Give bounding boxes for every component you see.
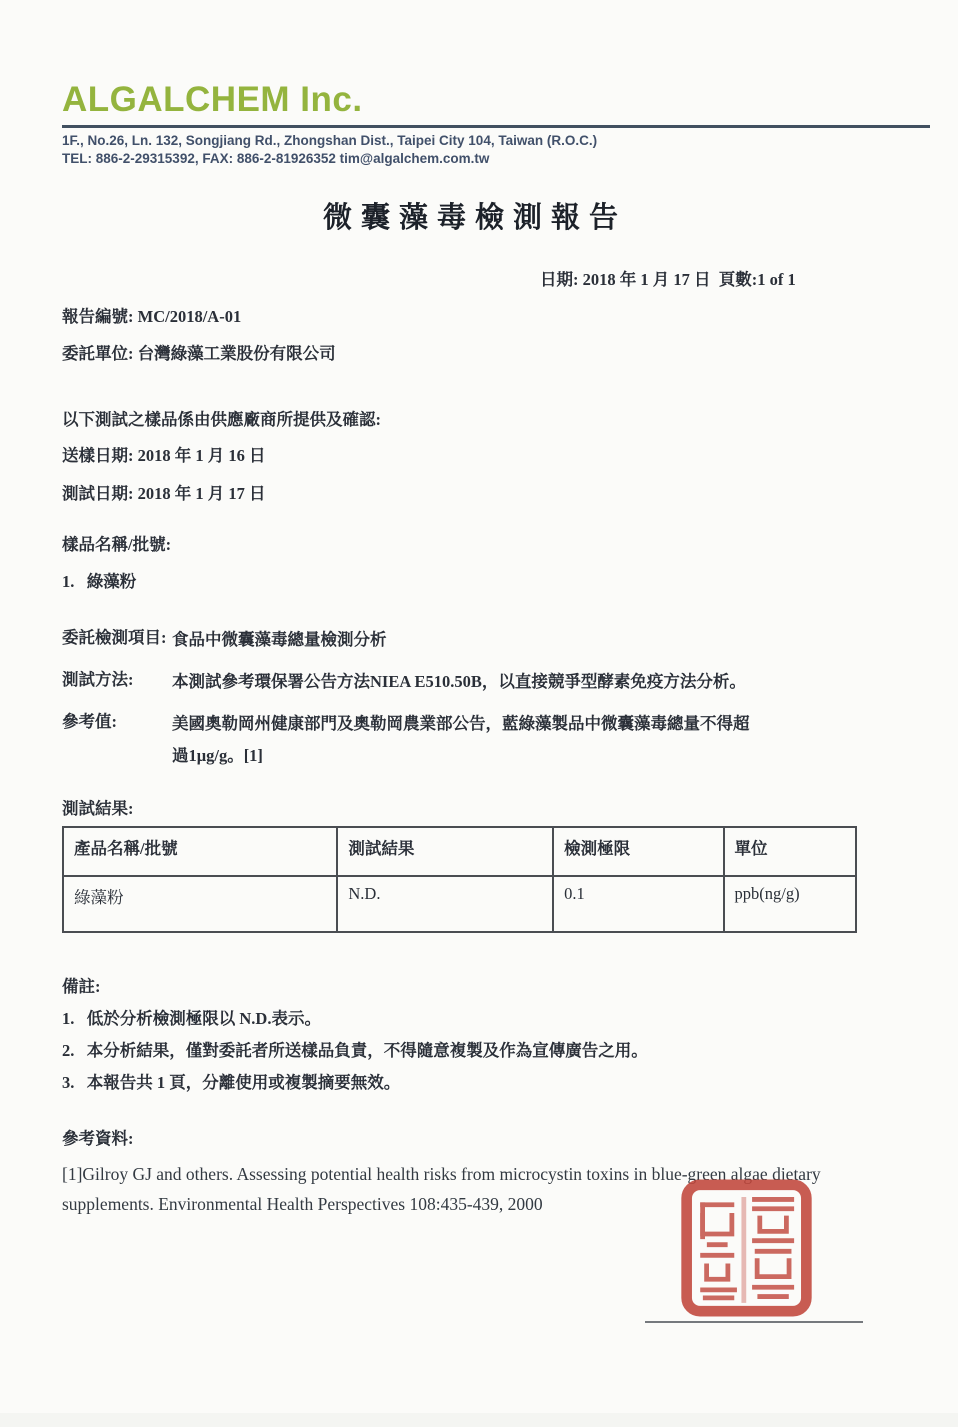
reference-line-1: 美國奧勒岡州健康部門及奧勒岡農業部公告，藍綠藻製品中微囊藻毒總量不得超	[172, 714, 750, 733]
reference-value-label: 參考值:	[62, 712, 117, 731]
reference-citation: [1]Gilroy GJ and others. Assessing potential health risks from microcystin toxins in blue-green algae dietary supplements. Environmental Health Perspectives 108:435-439, 2000	[62, 1164, 821, 1214]
test-item-value: 食品中微囊藻毒總量檢測分析	[172, 630, 387, 649]
letterhead-address	[62, 132, 888, 167]
signature-line	[645, 1321, 863, 1323]
result-cell-unit: ppb(ng/g)	[724, 876, 856, 932]
result-cell-detection-limit: 0.1	[553, 876, 723, 932]
test-method-label: 測試方法:	[62, 670, 134, 689]
sample-statement: 以下測試之樣品係由供應廠商所提供及確認:	[62, 410, 381, 429]
address-line: 1F., No.26, Ln. 132, Songjiang Rd., Zhongshan Dist., Taipei City 104, Taiwan (R.O.C.)	[62, 133, 598, 148]
results-header-unit: 單位	[724, 827, 856, 876]
reference-value-text	[172, 708, 888, 771]
note-item-1: 1. 低於分析檢測極限以 N.D.表示。	[62, 1009, 321, 1028]
report-number-row	[62, 303, 888, 327]
results-header-row	[63, 827, 856, 876]
sample-test-date: 測試日期: 2018 年 1 月 17 日	[62, 484, 266, 503]
results-header-detection-limit: 檢測極限	[553, 827, 723, 876]
contact-line: TEL: 886-2-29315392, FAX: 886-2-81926352 tim@algalchem.com.tw	[62, 150, 490, 166]
page-title: 微囊藻毒檢測報告	[322, 202, 627, 234]
header-divider	[62, 125, 930, 128]
reference-line-2: 過1μg/g。[1]	[172, 746, 263, 765]
client-label: 委託單位:	[62, 344, 134, 363]
references-heading: 參考資料:	[62, 1129, 134, 1148]
company-logo: ALGALCHEM Inc.	[62, 80, 363, 119]
test-item-row	[62, 624, 888, 655]
company-seal-icon	[680, 1178, 813, 1318]
notes-heading: 備註:	[62, 977, 101, 996]
table-row	[63, 876, 856, 932]
report-number-value: MC/2018/A-01	[137, 307, 242, 326]
client-value: 台灣綠藻工業股份有限公司	[137, 344, 336, 363]
date-page-line: 日期: 2018 年 1 月 17 日 頁數:1 of 1	[540, 270, 796, 289]
note-item-3: 3. 本報告共 1 頁，分離使用或複製摘要無效。	[62, 1073, 401, 1092]
result-cell-result: N.D.	[337, 876, 553, 932]
note-item-2: 2. 本分析結果，僅對委託者所送樣品負責，不得隨意複製及作為宣傳廣告之用。	[62, 1041, 648, 1060]
results-header-result: 測試結果	[337, 827, 553, 876]
sample-item: 1. 綠藻粉	[62, 572, 137, 591]
report-page	[0, 80, 958, 1427]
result-cell-product: 綠藻粉	[63, 876, 337, 932]
scan-edge-shadow	[0, 1413, 958, 1427]
test-method-value: 本測試參考環保署公告方法NIEA E510.50B，以直接競爭型酵素免疫方法分析。	[172, 672, 746, 691]
sample-received-date: 送樣日期: 2018 年 1 月 16 日	[62, 446, 266, 465]
sample-name-label: 樣品名稱/批號:	[62, 535, 172, 554]
test-method-row	[62, 666, 888, 697]
client-row	[62, 340, 888, 364]
results-header-product: 產品名稱/批號	[63, 827, 337, 876]
report-number-label: 報告編號:	[62, 307, 134, 326]
results-heading: 測試結果:	[62, 799, 134, 818]
test-item-label: 委託檢測項目:	[62, 628, 167, 647]
reference-value-row	[62, 708, 888, 771]
results-table	[62, 826, 857, 933]
